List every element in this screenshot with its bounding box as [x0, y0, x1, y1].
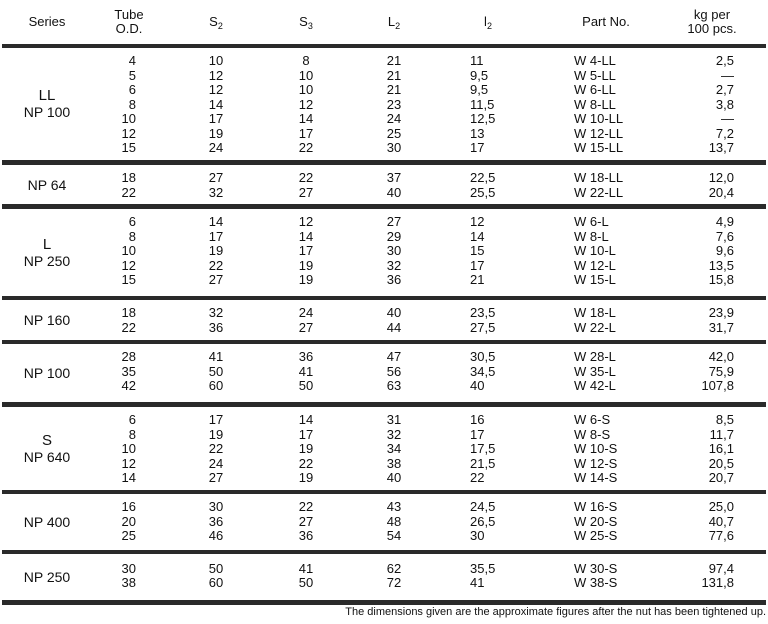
header-kg-line2: 100 pcs. [687, 21, 737, 36]
cell-kg-per-100: 20,4 [708, 184, 734, 200]
cell-s2: 19 [208, 426, 224, 442]
series-group [0, 494, 768, 550]
cell-s3: 27 [298, 319, 314, 335]
header-L2-subscript: 2 [395, 21, 401, 31]
cell-part-no: W 8-L [574, 228, 609, 244]
cell-s2: 32 [208, 184, 224, 200]
cell-kg-per-100: 9,6 [715, 243, 734, 259]
cell-l2: 14 [470, 228, 485, 244]
cell-L2: 37 [386, 170, 402, 185]
cell-s2: 60 [208, 575, 224, 590]
cell-tube-od: 18 [121, 170, 136, 185]
series-group [0, 209, 768, 296]
series-group [0, 300, 768, 340]
cell-s2: 24 [208, 140, 224, 155]
cell-part-no: W 25-S [574, 528, 618, 543]
series-pressure: NP 64 [27, 176, 67, 193]
cell-kg-per-100: 25,0 [708, 499, 734, 514]
cell-part-no: W 14-S [574, 470, 618, 485]
table-rule [2, 600, 766, 605]
table-row [0, 442, 768, 457]
cell-s3: 50 [298, 575, 314, 590]
cell-kg-per-100: 42,0 [708, 349, 734, 365]
series-name: S [41, 431, 52, 449]
table-row [0, 365, 768, 380]
cell-l2: 34,5 [470, 363, 496, 379]
cell-s2: 50 [208, 363, 224, 379]
cell-s2: 14 [208, 214, 224, 230]
cell-L2: 44 [386, 319, 402, 335]
cell-kg-per-100: 12,0 [708, 170, 734, 185]
header-s3-subscript: 3 [307, 21, 313, 31]
cell-part-no: W 20-S [574, 513, 618, 529]
cell-l2: 27,5 [470, 319, 496, 335]
header-part-no: Part No. [582, 14, 630, 29]
header-kg-per-100 [672, 0, 752, 44]
cell-tube-od: 5 [128, 67, 136, 83]
table-row [0, 98, 768, 113]
cell-s3: 36 [298, 349, 314, 365]
cell-kg-per-100: 131,8 [701, 575, 734, 590]
cell-tube-od: 12 [121, 455, 136, 471]
cell-s3: 22 [298, 455, 314, 471]
cell-l2: 11 [470, 53, 484, 68]
cell-kg-per-100: 77,6 [708, 528, 734, 543]
cell-s3: 27 [298, 184, 314, 200]
cell-s2: 17 [208, 111, 224, 126]
cell-l2: 21,5 [470, 455, 496, 471]
cell-L2: 24 [386, 111, 402, 126]
cell-tube-od: 35 [121, 363, 136, 379]
cell-l2: 13 [470, 125, 485, 141]
cell-tube-od: 8 [128, 426, 136, 442]
cell-s2: 19 [208, 243, 224, 259]
header-kg-line1: kg per [693, 7, 731, 22]
cell-l2: 17 [470, 426, 485, 442]
cell-l2: 24,5 [470, 499, 496, 514]
cell-s2: 22 [208, 441, 224, 456]
cell-tube-od: 22 [121, 319, 136, 335]
cell-L2: 62 [386, 560, 402, 576]
cell-s3: 10 [298, 82, 314, 97]
cell-s2: 60 [208, 378, 224, 394]
cell-s3: 14 [298, 228, 314, 244]
cell-part-no: W 12-LL [574, 125, 624, 141]
cell-kg-per-100: 4,9 [715, 214, 734, 230]
cell-s3: 22 [298, 499, 314, 514]
cell-part-no: W 15-L [574, 272, 616, 288]
cell-l2: 12 [470, 214, 485, 230]
cell-tube-od: 20 [121, 513, 136, 529]
table-row [0, 230, 768, 245]
cell-s3: 19 [298, 441, 314, 456]
cell-l2: 15 [470, 243, 485, 259]
cell-part-no: W 10-L [574, 243, 616, 259]
series-pressure: NP 250 [23, 569, 71, 585]
cell-tube-od: 28 [121, 349, 136, 365]
cell-s3: 8 [302, 53, 310, 68]
cell-l2: 22,5 [470, 170, 496, 185]
cell-s3: 17 [298, 426, 314, 442]
table-row [0, 141, 768, 156]
cell-kg-per-100: 16,1 [708, 441, 734, 456]
cell-s2: 27 [208, 272, 224, 288]
table-row [0, 259, 768, 274]
cell-l2: 40 [470, 378, 485, 394]
cell-L2: 32 [386, 426, 402, 442]
cell-s3: 24 [298, 305, 314, 320]
cell-l2: 30,5 [470, 349, 496, 365]
cell-L2: 48 [386, 513, 402, 529]
cell-part-no: W 10-LL [574, 111, 624, 126]
cell-s2: 36 [208, 513, 224, 529]
cell-tube-od: 6 [128, 214, 136, 230]
cell-kg-per-100: 13,7 [708, 140, 734, 155]
cell-tube-od: 12 [121, 125, 136, 141]
cell-tube-od: 25 [121, 528, 136, 543]
cell-tube-od: 18 [121, 305, 136, 320]
cell-tube-od: 6 [128, 82, 136, 97]
cell-s2: 27 [208, 170, 224, 185]
cell-tube-od: 16 [121, 499, 136, 514]
cell-tube-od: 8 [128, 228, 136, 244]
cell-s2: 36 [208, 319, 224, 335]
cell-l2: 12,5 [470, 111, 496, 126]
cell-s3: 14 [298, 111, 314, 126]
cell-tube-od: 15 [121, 140, 136, 155]
cell-s3: 19 [298, 470, 314, 485]
cell-s2: 41 [208, 349, 224, 365]
table-row [0, 457, 768, 472]
table-row [0, 576, 768, 591]
cell-tube-od: 8 [128, 96, 136, 112]
cell-L2: 40 [386, 470, 402, 485]
cell-l2: 17,5 [470, 441, 496, 456]
series-group [0, 407, 768, 490]
cell-L2: 40 [386, 305, 402, 320]
cell-s3: 10 [298, 67, 314, 83]
table-row [0, 127, 768, 142]
table-row [0, 54, 768, 69]
cell-L2: 25 [386, 125, 402, 141]
cell-L2: 36 [386, 272, 402, 288]
series-pressure: NP 640 [23, 448, 71, 465]
cell-l2: 17 [470, 140, 485, 155]
cell-L2: 27 [386, 214, 402, 230]
header-l2-letter: l [484, 14, 487, 29]
table-row [0, 273, 768, 288]
cell-s3: 12 [298, 96, 314, 112]
cell-L2: 21 [386, 67, 402, 83]
cell-l2: 9,5 [470, 82, 489, 97]
cell-l2: 41 [470, 575, 485, 590]
cell-part-no: W 16-S [574, 499, 618, 514]
cell-tube-od: 22 [121, 184, 136, 200]
cell-L2: 47 [386, 349, 402, 365]
table-row [0, 413, 768, 428]
cell-s2: 50 [208, 560, 224, 576]
series-group [0, 48, 768, 160]
cell-kg-per-100: 3,8 [715, 96, 734, 112]
cell-s3: 22 [298, 140, 314, 155]
cell-part-no: W 30-S [574, 560, 618, 576]
cell-tube-od: 10 [121, 243, 136, 259]
table-row [0, 471, 768, 486]
series-pressure: NP 250 [23, 252, 71, 269]
cell-tube-od: 12 [121, 257, 136, 273]
cell-kg-per-100: 11,7 [709, 426, 734, 442]
cell-part-no: W 38-S [574, 575, 618, 590]
cell-s2: 12 [208, 67, 224, 83]
cell-kg-per-100: 23,9 [708, 305, 734, 320]
cell-tube-od: 38 [121, 575, 136, 590]
cell-part-no: W 22-L [574, 319, 616, 335]
header-tube-od [104, 0, 154, 44]
cell-s2: 19 [208, 125, 224, 141]
cell-s2: 12 [208, 82, 224, 97]
table-row [0, 321, 768, 336]
cell-s3: 41 [298, 363, 314, 379]
header-L2 [374, 0, 414, 44]
header-s2-subscript: 2 [217, 21, 223, 31]
cell-kg-per-100: 20,7 [708, 470, 734, 485]
series-group [0, 344, 768, 402]
cell-s3: 17 [298, 243, 314, 259]
cell-L2: 31 [386, 412, 402, 427]
series-group [0, 165, 768, 204]
cell-l2: 9,5 [470, 67, 489, 83]
cell-l2: 21 [470, 272, 485, 288]
header-L2-letter: L [387, 14, 396, 29]
table-row [0, 215, 768, 230]
footnote: The dimensions given are the approximate figures after the nut has been tightened up. [345, 606, 766, 618]
cell-tube-od: 6 [128, 412, 136, 427]
cell-kg-per-100: 40,7 [708, 513, 734, 529]
cell-kg-per-100: — [721, 111, 734, 126]
cell-s3: 27 [298, 513, 314, 529]
series-group [0, 554, 768, 600]
table-row [0, 428, 768, 443]
cell-part-no: W 6-L [574, 214, 609, 230]
cell-s3: 12 [298, 214, 314, 230]
cell-l2: 35,5 [470, 560, 496, 576]
cell-l2: 17 [470, 257, 485, 273]
cell-s3: 36 [298, 528, 314, 543]
cell-l2: 11,5 [470, 96, 495, 112]
cell-kg-per-100: 2,7 [715, 82, 734, 97]
cell-part-no: W 5-LL [574, 67, 616, 83]
cell-part-no: W 12-L [574, 257, 616, 273]
cell-s3: 19 [298, 257, 314, 273]
table-row [0, 350, 768, 365]
series-pressure: NP 160 [23, 312, 71, 328]
cell-part-no: W 35-L [574, 363, 616, 379]
cell-l2: 30 [470, 528, 485, 543]
cell-L2: 43 [386, 499, 402, 514]
cell-s3: 41 [298, 560, 314, 576]
cell-kg-per-100: 8,5 [715, 412, 734, 427]
cell-s2: 14 [208, 96, 224, 112]
header-s3-letter: S [299, 14, 308, 29]
cell-L2: 38 [386, 455, 402, 471]
cell-kg-per-100: 75,9 [708, 363, 734, 379]
header-tube-od-line2: O.D. [115, 21, 143, 36]
cell-s2: 46 [208, 528, 224, 543]
cell-L2: 23 [386, 96, 402, 112]
header-series: Series [28, 14, 66, 29]
cell-s2: 32 [208, 305, 224, 320]
table-row [0, 83, 768, 98]
table-row [0, 306, 768, 321]
cell-part-no: W 18-LL [574, 170, 624, 185]
table-row [0, 515, 768, 530]
cell-L2: 30 [386, 243, 402, 259]
cell-l2: 23,5 [470, 305, 496, 320]
cell-L2: 21 [386, 82, 402, 97]
cell-tube-od: 14 [121, 470, 136, 485]
table-row [0, 500, 768, 515]
cell-L2: 56 [386, 363, 402, 379]
cell-L2: 72 [386, 575, 402, 590]
cell-part-no: W 15-LL [574, 140, 624, 155]
header-s2 [196, 0, 236, 44]
cell-kg-per-100: 20,5 [708, 455, 734, 471]
cell-L2: 29 [386, 228, 402, 244]
cell-l2: 16 [470, 412, 485, 427]
cell-tube-od: 10 [121, 111, 136, 126]
table-row [0, 379, 768, 394]
cell-part-no: W 10-S [574, 441, 618, 456]
cell-kg-per-100: 15,8 [708, 272, 734, 288]
series-pressure: NP 100 [23, 104, 71, 120]
series-name: LL [38, 87, 56, 104]
cell-s3: 17 [298, 125, 314, 141]
cell-s3: 50 [298, 378, 314, 394]
cell-part-no: W 42-L [574, 378, 616, 394]
cell-L2: 32 [386, 257, 402, 273]
cell-part-no: W 8-LL [574, 96, 616, 112]
cell-s3: 19 [298, 272, 314, 288]
cell-tube-od: 4 [128, 53, 136, 68]
table-row [0, 171, 768, 186]
cell-kg-per-100: 107,8 [701, 378, 734, 394]
header-l2 [468, 0, 508, 44]
series-pressure: NP 400 [23, 514, 71, 530]
cell-part-no: W 12-S [574, 455, 618, 471]
cell-L2: 54 [386, 528, 402, 543]
cell-part-no: W 28-L [574, 349, 616, 365]
cell-s2: 24 [208, 455, 224, 471]
table-row [0, 244, 768, 259]
cell-tube-od: 30 [121, 560, 136, 576]
cell-part-no: W 6-LL [574, 82, 616, 97]
table-row [0, 529, 768, 544]
table-row [0, 186, 768, 201]
cell-L2: 21 [386, 53, 402, 68]
table-row [0, 562, 768, 577]
series-pressure: NP 100 [23, 365, 71, 381]
cell-s2: 17 [208, 412, 224, 427]
cell-s2: 10 [208, 53, 224, 68]
cell-part-no: W 18-L [574, 305, 616, 320]
cell-l2: 25,5 [470, 184, 496, 200]
cell-kg-per-100: 2,5 [715, 53, 734, 68]
cell-s3: 22 [298, 170, 314, 185]
cell-kg-per-100: 13,5 [708, 257, 734, 273]
header-s3 [286, 0, 326, 44]
cell-l2: 26,5 [470, 513, 496, 529]
cell-l2: 22 [470, 470, 485, 485]
cell-kg-per-100: — [721, 67, 734, 83]
cell-s2: 30 [208, 499, 224, 514]
header-tube-od-line1: Tube [114, 7, 144, 22]
series-name: L [42, 235, 52, 253]
table-row [0, 112, 768, 127]
cell-kg-per-100: 7,2 [715, 125, 734, 141]
cell-kg-per-100: 97,4 [708, 560, 734, 576]
cell-s2: 22 [208, 257, 224, 273]
cell-s2: 17 [208, 228, 224, 244]
cell-L2: 63 [386, 378, 402, 394]
cell-L2: 34 [386, 441, 402, 456]
cell-L2: 30 [386, 140, 402, 155]
cell-part-no: W 22-LL [574, 184, 624, 200]
cell-tube-od: 10 [121, 441, 136, 456]
cell-part-no: W 8-S [574, 426, 611, 442]
cell-kg-per-100: 7,6 [715, 228, 734, 244]
cell-part-no: W 4-LL [574, 53, 616, 68]
header-l2-subscript: 2 [486, 21, 492, 31]
header-s2-letter: S [209, 14, 218, 29]
cell-s3: 14 [298, 412, 314, 427]
table-row [0, 69, 768, 84]
cell-kg-per-100: 31,7 [708, 319, 734, 335]
cell-L2: 40 [386, 184, 402, 200]
cell-tube-od: 42 [121, 378, 136, 394]
cell-s2: 27 [208, 470, 224, 485]
cell-tube-od: 15 [121, 272, 136, 288]
cell-part-no: W 6-S [574, 412, 611, 427]
